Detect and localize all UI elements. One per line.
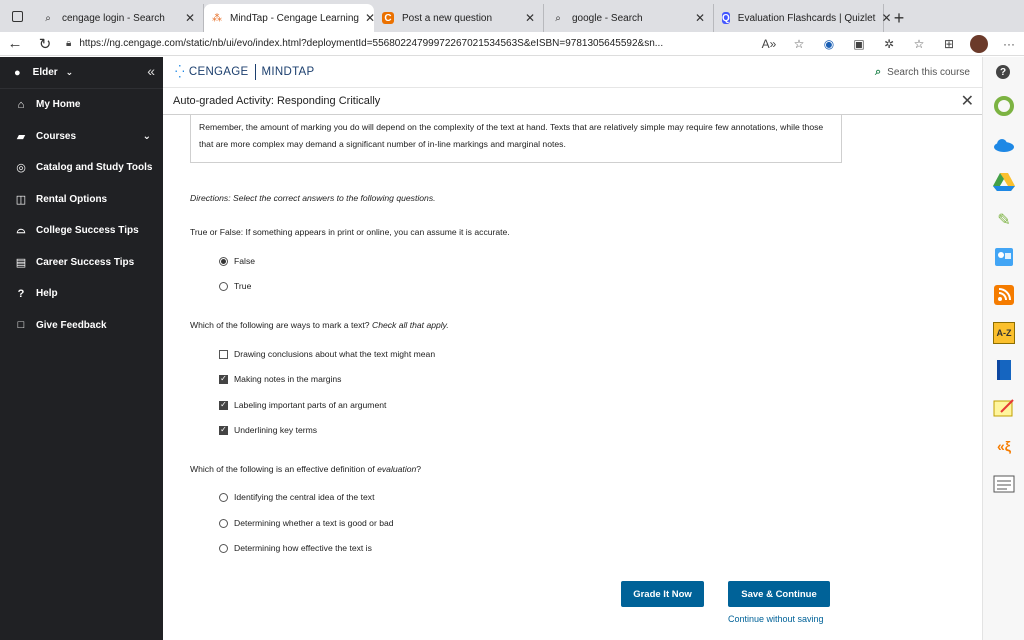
checkbox[interactable]: ✓ [220, 425, 227, 434]
user-icon: ● [14, 66, 21, 79]
home-icon: ⌂ [17, 98, 25, 111]
cengage-logo[interactable]: ⁛ CENGAGE MINDTAP [175, 65, 315, 79]
quizlet-icon: Q [722, 12, 730, 24]
sidebar-item-catalog[interactable]: ◎ Catalog and Study Tools [0, 152, 163, 184]
sidebar [0, 57, 163, 640]
activity-title-bar [163, 87, 982, 115]
refresh-icon[interactable]: ↻ [38, 35, 52, 53]
checkbox[interactable]: ✓ [220, 374, 227, 383]
mindtap-icon: ⁂ [212, 12, 222, 24]
cengage-logo-icon: ⁛ [175, 65, 185, 79]
lock-icon: 🔒︎ [66, 38, 72, 49]
favorites-bar-icon[interactable]: ☆ [913, 36, 925, 51]
dictionary-icon[interactable]: A-Z [993, 322, 1015, 344]
grade-it-now-button[interactable]: Grade It Now [621, 581, 704, 607]
chegg-icon: C [382, 12, 394, 24]
sidebar-item-college-success[interactable]: ⌓ College Success Tips [0, 215, 163, 247]
feedback-icon: □ [17, 319, 25, 332]
q3-option-1[interactable]: Identifying the central idea of the text [219, 492, 374, 502]
address-bar [0, 32, 1024, 56]
q2-option-2[interactable]: ✓ Making notes in the margins [220, 374, 342, 384]
close-icon[interactable]: ✕ [694, 11, 705, 25]
sidebar-item-rental-options[interactable]: ◫ Rental Options [15, 193, 108, 206]
favorite-icon[interactable]: ☆ [793, 36, 805, 51]
radio-button[interactable] [219, 282, 228, 291]
book-icon: ▰ [16, 130, 26, 143]
q2-option-4[interactable]: ✓ Underlining key terms [220, 425, 318, 435]
sidebar-item-my-home[interactable]: ⌂ My Home [0, 89, 163, 121]
profile-avatar[interactable] [970, 35, 988, 53]
q3-option-2[interactable]: Determining whether a text is good or bad [219, 518, 394, 528]
ebook-icon[interactable] [992, 359, 1016, 381]
q2-option-1[interactable]: Drawing conclusions about what the text might mean [219, 349, 435, 359]
note-box: Remember, the amount of marking you do will depend on the complexity of the text at hand. Texts that are relatively simple may require few annotations, while those that are more complex may demand a significant number of in-line markings and marginal notes. [190, 115, 842, 163]
collections-icon[interactable]: ⊞ [943, 36, 955, 51]
briefcase-icon: ▤ [15, 256, 27, 269]
window-menu-button[interactable] [0, 0, 34, 32]
tab-quizlet[interactable]: Q Evaluation Flashcards | Quizlet ✕ [714, 4, 884, 32]
more-icon[interactable]: ··· [1003, 36, 1015, 51]
onedrive-icon[interactable] [992, 134, 1016, 156]
url-field[interactable]: 🔒︎ https://ng.cengage.com/static/nb/ui/evo/index.html?deploymentId=55680224799972267021534563S&eISBN=9781305645592&sn... [66, 38, 664, 49]
search-icon: ⌕ [555, 12, 561, 24]
tab-cengage-login[interactable]: ⌕ cengage login - Search ✕ [34, 4, 204, 32]
question-2: Which of the following are ways to mark a text? Check all that apply. [190, 320, 449, 330]
tab-chegg[interactable]: C Post a new question ✕ [374, 4, 544, 32]
radio-button[interactable] [219, 257, 228, 266]
browser-tab-bar [0, 0, 1024, 32]
q1-option-true[interactable]: True [219, 281, 251, 291]
help-icon: ? [17, 287, 25, 300]
tab-google-search[interactable]: ⌕ google - Search ✕ [544, 4, 714, 32]
extension-icon-2[interactable]: ▣ [853, 36, 865, 51]
user-menu[interactable]: ● Elder ⌄ [0, 57, 163, 89]
graduation-cap-icon: ⌓ [16, 224, 26, 237]
q3-option-3[interactable]: Determining how effective the text is [219, 543, 372, 553]
sidebar-item-help[interactable]: ? Help [0, 278, 163, 310]
new-tab-button[interactable]: + [893, 7, 905, 28]
highlighter-icon[interactable]: ✎ [997, 212, 1011, 229]
close-icon[interactable]: ✕ [524, 11, 535, 25]
radio-button[interactable] [219, 519, 228, 528]
collapse-sidebar-icon[interactable]: « [147, 63, 155, 79]
document-icon[interactable] [992, 473, 1016, 495]
extension-icon[interactable]: ◉ [823, 36, 835, 51]
directions: Directions: Select the correct answers to the following questions. [190, 193, 436, 203]
google-drive-icon[interactable] [992, 171, 1016, 193]
save-continue-button[interactable]: Save & Continue [728, 581, 830, 607]
rss-icon[interactable] [992, 284, 1016, 306]
app-header [163, 57, 982, 87]
question-3: Which of the following is an effective definition of evaluation? [190, 464, 422, 474]
chevron-down-icon: ⌄ [142, 130, 151, 142]
back-icon[interactable]: ← [7, 35, 23, 52]
compass-icon: ◎ [16, 162, 26, 175]
radio-button[interactable] [219, 493, 228, 502]
q2-option-3[interactable]: ✓ Labeling important parts of an argument [220, 400, 387, 410]
sidebar-item-give-feedback[interactable]: □ Give Feedback [0, 310, 163, 342]
sidebar-item-courses[interactable]: ▰ Courses ⌄ [0, 121, 163, 153]
checkbox[interactable]: ✓ [220, 400, 227, 409]
extensions-icon[interactable]: ✲ [883, 36, 895, 51]
sidebar-item-career-success[interactable]: ▤ Career Success Tips [15, 256, 135, 269]
search-icon: ⌕ [875, 65, 882, 78]
q1-option-false[interactable]: False [219, 256, 255, 266]
activity-title: Auto-graded Activity: Responding Critically [173, 95, 381, 107]
open-book-icon: ◫ [15, 193, 27, 206]
chevron-down-icon: ⌄ [65, 67, 74, 77]
radio-button[interactable] [219, 544, 228, 553]
help-icon[interactable]: ? [996, 65, 1010, 79]
activity-content [163, 115, 982, 640]
close-icon[interactable]: ✕ [184, 11, 195, 25]
read-speaker-icon[interactable]: «ξ [996, 438, 1012, 454]
tab-mindtap[interactable]: ⁂ MindTap - Cengage Learning ✕ [204, 4, 374, 32]
question-1: True or False: If something appears in print or online, you can assume it is accurate. [190, 227, 510, 237]
close-icon[interactable]: ✕ [881, 11, 892, 25]
read-aloud-icon[interactable]: A» [761, 36, 777, 51]
checkbox[interactable] [219, 350, 228, 359]
right-tool-rail [982, 57, 1024, 640]
search-icon: ⌕ [45, 12, 51, 24]
notes-icon[interactable] [992, 397, 1016, 419]
close-activity-icon[interactable]: ✕ [960, 93, 974, 110]
close-icon[interactable]: ✕ [364, 11, 376, 25]
flashcards-icon[interactable] [992, 246, 1016, 268]
progress-ring-icon[interactable] [992, 95, 1016, 117]
course-search[interactable]: ⌕ Search this course [875, 65, 970, 78]
continue-without-saving-link[interactable]: Continue without saving [728, 614, 824, 624]
